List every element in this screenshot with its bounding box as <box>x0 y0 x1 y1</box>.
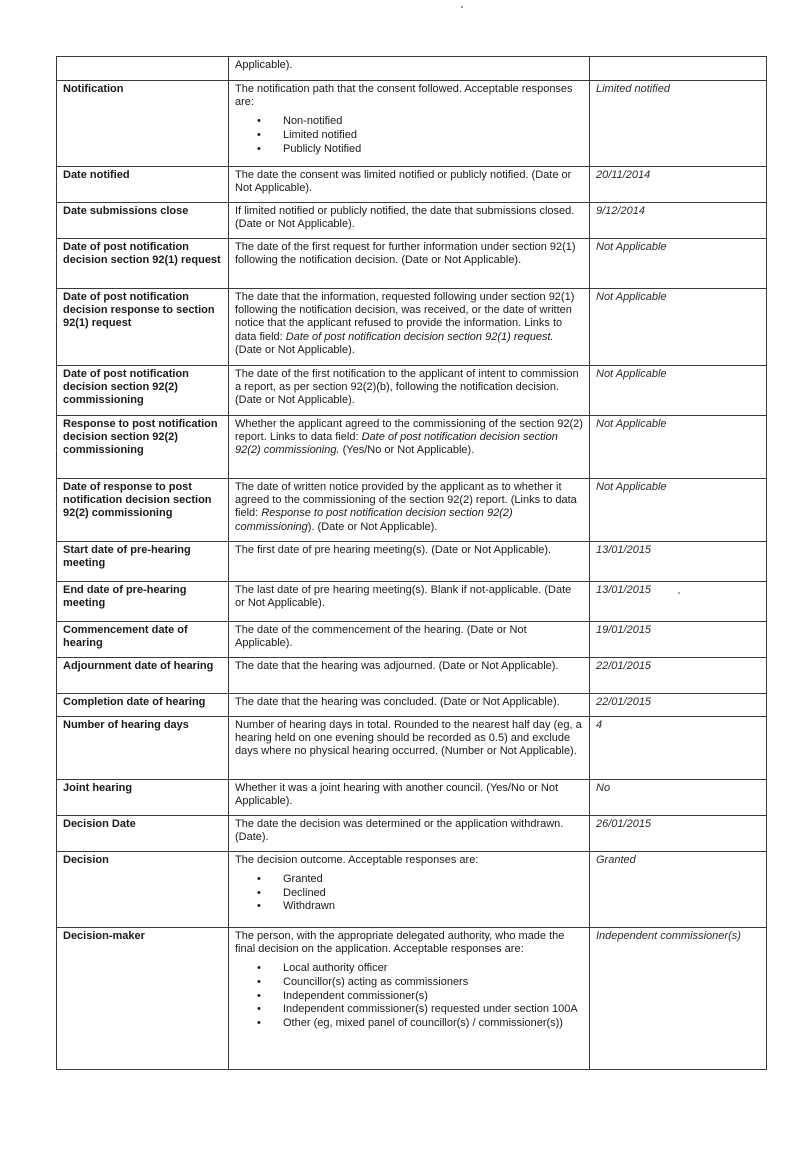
table-row <box>57 366 767 416</box>
option-item: • Local authority officer <box>283 962 583 976</box>
field-value <box>590 57 767 81</box>
description-text: The decision outcome. Acceptable responses are: <box>235 854 479 866</box>
field-value: Not Applicable <box>590 416 767 479</box>
field-value: No <box>590 780 767 816</box>
description-text: Whether the applicant agreed to the commissioning of the section 92(2) report. Links to data field: <box>235 418 583 444</box>
field-description <box>229 816 590 852</box>
field-description <box>229 479 590 542</box>
description-text: The date of the first notification to the applicant of intent to commission a report, as per section 92(2)(b), following the notification decision. (Date or Not Applicable). <box>235 368 579 407</box>
field-description <box>229 717 590 780</box>
field-name: Start date of pre-hearing meeting <box>57 542 229 582</box>
field-value: 19/01/2015 <box>590 622 767 658</box>
field-description <box>229 780 590 816</box>
field-value: Not Applicable <box>590 289 767 366</box>
table-row <box>57 582 767 622</box>
field-value: 13/01/2015 <box>590 542 767 582</box>
options-list <box>235 115 583 156</box>
table-row <box>57 816 767 852</box>
table-row <box>57 239 767 289</box>
linked-field-reference: Date of post notification decision section 92(2) commissioning. <box>235 431 558 457</box>
field-value: Limited notified <box>590 81 767 167</box>
description-text: Number of hearing days in total. Rounded to the nearest half day (eg, a hearing held on one evening should be recorded as 0.5) and exclude days where no physical hearing occurred. (Number or Not Applicable). <box>235 719 582 758</box>
description-text: The notification path that the consent followed. Acceptable responses are: <box>235 83 573 109</box>
field-name: Decision <box>57 852 229 928</box>
linked-field-reference: Date of post notification decision section 92(1) request. <box>285 330 554 343</box>
description-text: The date of the first request for further information under section 92(1) following the notification decision. (Date or Not Applicable). <box>235 241 576 267</box>
field-description <box>229 203 590 239</box>
description-text: The date that the hearing was adjourned. (Date or Not Applicable). <box>235 660 559 672</box>
scan-mark <box>461 6 463 8</box>
field-name: End date of pre-hearing meeting <box>57 582 229 622</box>
table-row <box>57 167 767 203</box>
option-item: • Councillor(s) acting as commissioners <box>283 976 583 990</box>
field-description <box>229 928 590 1070</box>
data-dictionary-table <box>56 56 767 1070</box>
field-name: Response to post notification decision section 92(2) commissioning <box>57 416 229 479</box>
field-description <box>229 239 590 289</box>
field-description <box>229 81 590 167</box>
field-description <box>229 366 590 416</box>
description-suffix: (Yes/No or Not Applicable). <box>342 444 475 457</box>
description-text: Applicable). <box>235 59 293 71</box>
field-value: Not Applicable <box>590 239 767 289</box>
field-description <box>229 582 590 622</box>
table-row <box>57 694 767 717</box>
option-item: • Other (eg, mixed panel of councillor(s) / commissioner(s)) <box>283 1017 583 1031</box>
field-name: Notification <box>57 81 229 167</box>
field-name: Decision-maker <box>57 928 229 1070</box>
field-name: Decision Date <box>57 816 229 852</box>
field-description <box>229 289 590 366</box>
field-value: Independent commissioner(s) <box>590 928 767 1070</box>
table-row <box>57 57 767 81</box>
field-name: Commencement date of hearing <box>57 622 229 658</box>
option-item: • Non-notified <box>283 115 583 129</box>
field-description <box>229 658 590 694</box>
field-name: Completion date of hearing <box>57 694 229 717</box>
table-row <box>57 852 767 928</box>
options-list <box>235 873 583 914</box>
description-text: The date that the hearing was concluded. (Date or Not Applicable). <box>235 696 560 708</box>
field-name: Date of response to post notification decision section 92(2) commissioning <box>57 479 229 542</box>
option-item: • Withdrawn <box>283 900 583 914</box>
table-row <box>57 658 767 694</box>
option-item: • Granted <box>283 873 583 887</box>
table-row <box>57 289 767 366</box>
field-name: Joint hearing <box>57 780 229 816</box>
field-description <box>229 167 590 203</box>
field-name: Adjournment date of hearing <box>57 658 229 694</box>
table-row <box>57 479 767 542</box>
option-item: • Independent commissioner(s) <box>283 990 583 1004</box>
field-description <box>229 542 590 582</box>
description-text: The date the consent was limited notified or publicly notified. (Date or Not Applicable). <box>235 169 572 195</box>
table-row <box>57 622 767 658</box>
table-row <box>57 928 767 1070</box>
field-name: Date of post notification decision response to section 92(1) request <box>57 289 229 366</box>
description-text: The date of the commencement of the hearing. (Date or Not Applicable). <box>235 624 527 650</box>
field-name: Date of post notification decision section 92(1) request <box>57 239 229 289</box>
table-body <box>57 57 767 1070</box>
table-row <box>57 203 767 239</box>
description-text: The first date of pre hearing meeting(s). (Date or Not Applicable). <box>235 544 552 556</box>
description-suffix: (Date or Not Applicable). <box>235 343 355 356</box>
description-text: Whether it was a joint hearing with another council. (Yes/No or Not Applicable). <box>235 782 559 808</box>
field-value: Granted <box>590 852 767 928</box>
option-item: • Publicly Notified <box>283 143 583 157</box>
field-name: Date notified <box>57 167 229 203</box>
field-description <box>229 852 590 928</box>
field-value: 26/01/2015 <box>590 816 767 852</box>
table-row <box>57 542 767 582</box>
field-name: Number of hearing days <box>57 717 229 780</box>
table-row <box>57 717 767 780</box>
field-value: 13/01/2015 <box>590 582 767 622</box>
field-value: 4 <box>590 717 767 780</box>
description-text: The last date of pre hearing meeting(s). Blank if not-applicable. (Date or Not Applicable). <box>235 584 572 610</box>
option-item: • Limited notified <box>283 129 583 143</box>
description-text: The person, with the appropriate delegated authority, who made the final decision on the application. Acceptable responses are: <box>235 930 565 956</box>
field-description <box>229 622 590 658</box>
field-description <box>229 694 590 717</box>
field-value: 20/11/2014 <box>590 167 767 203</box>
description-text: The date that the information, requested following under section 92(1) following the notification decision, was received, or the date of written notice that the applicant refused to provide the information. Links to data field: <box>235 291 575 343</box>
description-text: The date of written notice provided by the applicant as to whether it agreed to the commissioning of the section 92(2) report. (Links to data field: <box>235 481 577 520</box>
field-value: Not Applicable <box>590 479 767 542</box>
linked-field-reference: Response to post notification decision section 92(2) commissioning <box>235 507 513 533</box>
option-item: • Independent commissioner(s) requested under section 100A <box>283 1003 583 1017</box>
field-value: Not Applicable <box>590 366 767 416</box>
field-value: 22/01/2015 <box>590 694 767 717</box>
table-row <box>57 416 767 479</box>
table-row <box>57 780 767 816</box>
field-description <box>229 416 590 479</box>
field-name: Date of post notification decision section 92(2) commissioning <box>57 366 229 416</box>
option-item: • Declined <box>283 887 583 901</box>
description-text: If limited notified or publicly notified, the date that submissions closed. (Date or Not Applicable). <box>235 205 575 231</box>
options-list <box>235 962 583 1030</box>
field-value: 9/12/2014 <box>590 203 767 239</box>
description-suffix: ). (Date or Not Applicable). <box>307 520 438 533</box>
description-text: The date the decision was determined or the application withdrawn. (Date). <box>235 818 564 844</box>
field-name: Date submissions close <box>57 203 229 239</box>
field-name <box>57 57 229 81</box>
field-value: 22/01/2015 <box>590 658 767 694</box>
table-row <box>57 81 767 167</box>
field-description <box>229 57 590 81</box>
